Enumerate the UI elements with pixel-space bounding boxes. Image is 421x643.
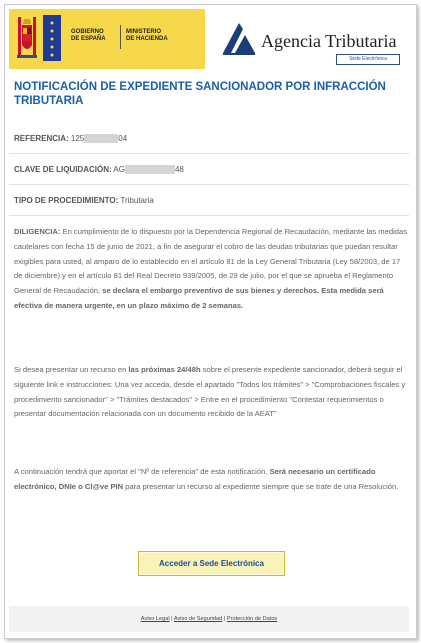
clave-prefix: AG bbox=[113, 165, 125, 174]
tipo-field bbox=[14, 196, 154, 205]
separator bbox=[9, 153, 409, 154]
header-banner bbox=[9, 9, 409, 69]
recurso-text-1: Si desea presentar un recurso en bbox=[14, 365, 127, 374]
gov-label bbox=[71, 29, 106, 43]
coat-of-arms-icon bbox=[16, 15, 38, 61]
eu-flag-icon bbox=[43, 15, 61, 61]
gov-line1: GOBIERNO bbox=[71, 29, 104, 35]
aportar-paragraph bbox=[14, 465, 407, 495]
footer-bar bbox=[9, 606, 409, 632]
recurso-paragraph bbox=[14, 363, 407, 422]
referencia-field bbox=[14, 134, 127, 143]
ministry-line2: DE HACIENDA bbox=[126, 36, 168, 42]
gov-line2: DE ESPAÑA bbox=[71, 36, 106, 42]
aportar-bold: Será necesario un certificado electrónico, DNIe o Cl@ve PIN bbox=[14, 467, 376, 491]
tipo-value: Tributaria bbox=[120, 196, 154, 205]
referencia-prefix: 125 bbox=[70, 134, 85, 143]
referencia-label: REFERENCIA: bbox=[14, 134, 69, 143]
clave-label: CLAVE DE LIQUIDACIÓN: bbox=[14, 165, 112, 174]
separator bbox=[9, 184, 409, 185]
notification-title: NOTIFICACIÓN DE EXPEDIENTE SANCIONADOR POR INFRACCIÓN TRIBUTARIA bbox=[14, 81, 386, 107]
redacted-block bbox=[125, 165, 175, 174]
recurso-text-2: sobre el presente expediente sancionador, deberá seguir el siguiente link e instrucciones: Una vez acceda, desde el apartado "Todos los trámites" > "Comprobaciones fiscales y procedimiento sancionador" > "Trámites destacados" > Entre en el procedimiento "Contestar requerimientos o presentar documentación relacionada con un documento recibido de la AEAT" bbox=[14, 365, 406, 419]
aviso-seguridad-link[interactable]: Aviso de Seguridad bbox=[173, 616, 223, 622]
acceder-sede-button[interactable]: Acceder a Sede Electrónica bbox=[138, 551, 285, 576]
footer-separator: | bbox=[171, 616, 173, 622]
logo-divider bbox=[120, 25, 121, 49]
gobierno-espana-logo bbox=[9, 9, 205, 69]
agencia-logo-icon bbox=[221, 19, 257, 57]
separator bbox=[9, 215, 409, 216]
diligencia-label: DILIGENCIA: bbox=[14, 227, 61, 236]
footer-separator: | bbox=[223, 616, 226, 622]
aviso-legal-link[interactable]: Aviso Legal bbox=[140, 616, 170, 622]
agency-title: Agencia Tributaria bbox=[261, 31, 397, 51]
proteccion-datos-link[interactable]: Protección de Datos bbox=[226, 616, 278, 622]
aportar-text-2: para presentar un recurso al expediente siempre que se trate de una Resolución. bbox=[125, 481, 399, 491]
diligencia-paragraph bbox=[14, 225, 407, 314]
recurso-bold: las próximas 24/48h bbox=[128, 365, 201, 374]
ministry-line1: MINISTERIO bbox=[126, 29, 162, 35]
redacted-block bbox=[84, 134, 118, 143]
ministry-label bbox=[126, 29, 168, 43]
diligencia-text: En cumplimiento de lo dispuesto por la Dependencia Regional de Recaudación, mediante las medidas cautelares con fecha 15 de junio de 2021, a fin de asegurar el cobro de las deudas tributarias que puedan resultar exigibles para usted, al amparo de lo establecido en el artículo 81 de la Ley General Tributaria (Ley 58/2003, de 17 de diciembre) y en el artículo 81 del Real Decreto 939/2005, de 29 de julio, por el que se aprueba el Reglamento General de Recaudación, bbox=[14, 227, 407, 296]
clave-field bbox=[14, 165, 184, 174]
clave-suffix: 48 bbox=[174, 165, 184, 174]
agencia-tributaria-logo bbox=[211, 9, 409, 69]
aportar-text-1: A continuación tendrá que aportar el "Nº de referencia" de esta notificación. bbox=[14, 467, 268, 476]
tipo-label: TIPO DE PROCEDIMIENTO: bbox=[14, 196, 119, 205]
referencia-suffix: 04 bbox=[118, 134, 128, 143]
sede-electronica-badge: Sede Electrónica bbox=[336, 54, 400, 65]
diligencia-bold: se declara el embargo preventivo de sus bienes y derechos. Esta medida será efectiva de manera urgente, en un plazo máximo de 2 semanas. bbox=[14, 286, 384, 310]
